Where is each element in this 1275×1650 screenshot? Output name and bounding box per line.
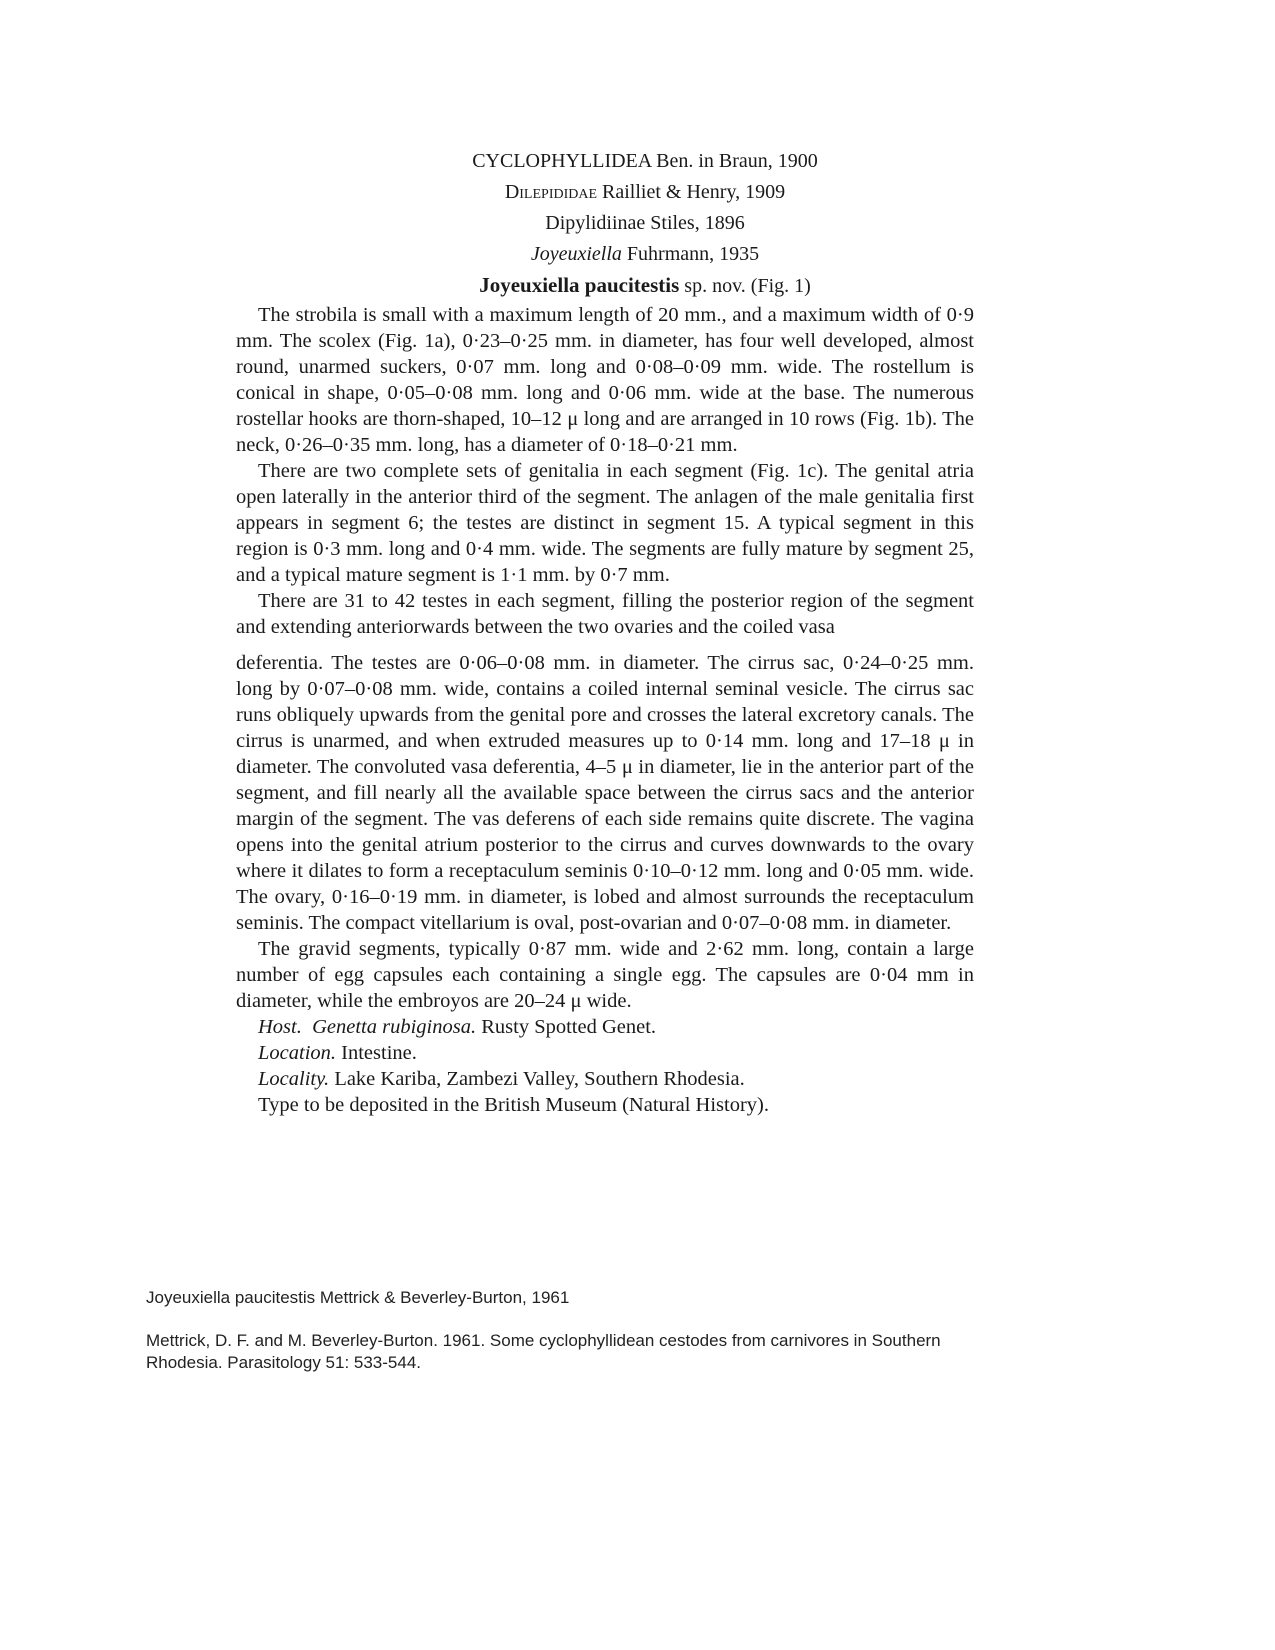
genus-heading (15, 239, 1275, 270)
location-value: Intestine. (336, 1042, 417, 1064)
location-label: Location. (258, 1042, 337, 1064)
bibliographic-reference: Mettrick, D. F. and M. Beverley-Burton. 1961. Some cyclophyllidean cestodes from carnivores in Southern Rhodesia. Parasitology 51: 533-544. (146, 1331, 941, 1372)
taxonomic-heading (0, 146, 1275, 302)
locality-label: Locality. (258, 1068, 330, 1090)
order-heading: CYCLOPHYLLIDEA Ben. in Braun, 1900 (472, 150, 818, 172)
citation-name: Joyeuxiella paucitestis Mettrick & Beverley-Burton, 1961 (146, 1288, 570, 1307)
family-author: Railliet & Henry, 1909 (597, 181, 786, 203)
paragraph-strobila: The strobila is small with a maximum length of 20 mm., and a maximum width of 0·9 mm. The scolex (Fig. 1a), 0·23–0·25 mm. in diameter, has four well developed, almost round, unarmed suckers, 0·07 mm. long and 0·08–0·09 mm. wide. The rostellum is conical in shape, 0·05–0·08 mm. long and 0·06 mm. wide at the base. The numerous rostellar hooks are thorn-shaped, 10–12 μ long and are arranged in 10 rows (Fig. 1b). The neck, 0·26–0·35 mm. long, has a diameter of 0·18–0·21 mm. (236, 304, 974, 456)
locality-line (236, 1066, 974, 1092)
location-line (236, 1040, 974, 1066)
description-body (236, 302, 974, 1118)
paragraph-gravid: The gravid segments, typically 0·87 mm. wide and 2·62 mm. long, contain a large number of egg capsules each containing a single egg. The capsules are 0·04 mm in diameter, while the embroyos are 20–24 μ wide. (236, 938, 974, 1012)
host-species: Genetta rubiginosa. (312, 1016, 477, 1038)
subfamily-heading: Dipylidiinae Stiles, 1896 (545, 212, 745, 234)
paragraph-genitalia: There are two complete sets of genitalia in each segment (Fig. 1c). The genital atria open laterally in the anterior third of the segment. The anlagen of the male genitalia first appears in segment 6; the testes are distinct in segment 15. A typical segment in this region is 0·3 mm. long and 0·4 mm. wide. The segments are fully mature by segment 25, and a typical mature segment is 1·1 mm. by 0·7 mm. (236, 460, 974, 586)
type-deposit-line: Type to be deposited in the British Museum (Natural History). (258, 1094, 769, 1116)
genus-name: Joyeuxiella (530, 243, 622, 265)
host-label: Host. (258, 1016, 302, 1038)
family-name: Dilepididae (504, 181, 598, 203)
host-common-name: Rusty Spotted Genet. (476, 1016, 657, 1038)
genus-author: Fuhrmann, 1935 (621, 243, 760, 265)
species-name: Joyeuxiella paucitestis (479, 273, 680, 297)
paragraph-testes: There are 31 to 42 testes in each segment, filling the posterior region of the segment and extending anteriorwards between the two ovaries and the coiled vasa (236, 590, 974, 638)
species-suffix: sp. nov. (Fig. 1) (679, 275, 811, 297)
locality-value: Lake Kariba, Zambezi Valley, Southern Rhodesia. (329, 1068, 745, 1090)
host-line (236, 1014, 974, 1040)
species-heading (15, 270, 1275, 302)
family-heading (15, 177, 1275, 208)
paragraph-testes-continued: deferentia. The testes are 0·06–0·08 mm. in diameter. The cirrus sac, 0·24–0·25 mm. long by 0·07–0·08 mm. wide, contains a coiled internal seminal vesicle. The cirrus sac runs obliquely upwards from the genital pore and crosses the lateral excretory canals. The cirrus is unarmed, and when extruded measures up to 0·14 mm. long and 17–18 μ in diameter. The convoluted vasa deferentia, 4–5 μ in diameter, lie in the anterior part of the segment, and fill nearly all the available space between the cirrus sacs and the anterior margin of the segment. The vas deferens of each side remains quite discrete. The vagina opens into the genital atrium posterior to the cirrus and curves downwards to the ovary where it dilates to form a receptaculum seminis 0·10–0·12 mm. long and 0·05 mm. wide. The ovary, 0·16–0·19 mm. in diameter, is lobed and almost surrounds the receptaculum seminis. The compact vitellarium is oval, post-ovarian and 0·07–0·08 mm. in diameter. (236, 652, 974, 934)
